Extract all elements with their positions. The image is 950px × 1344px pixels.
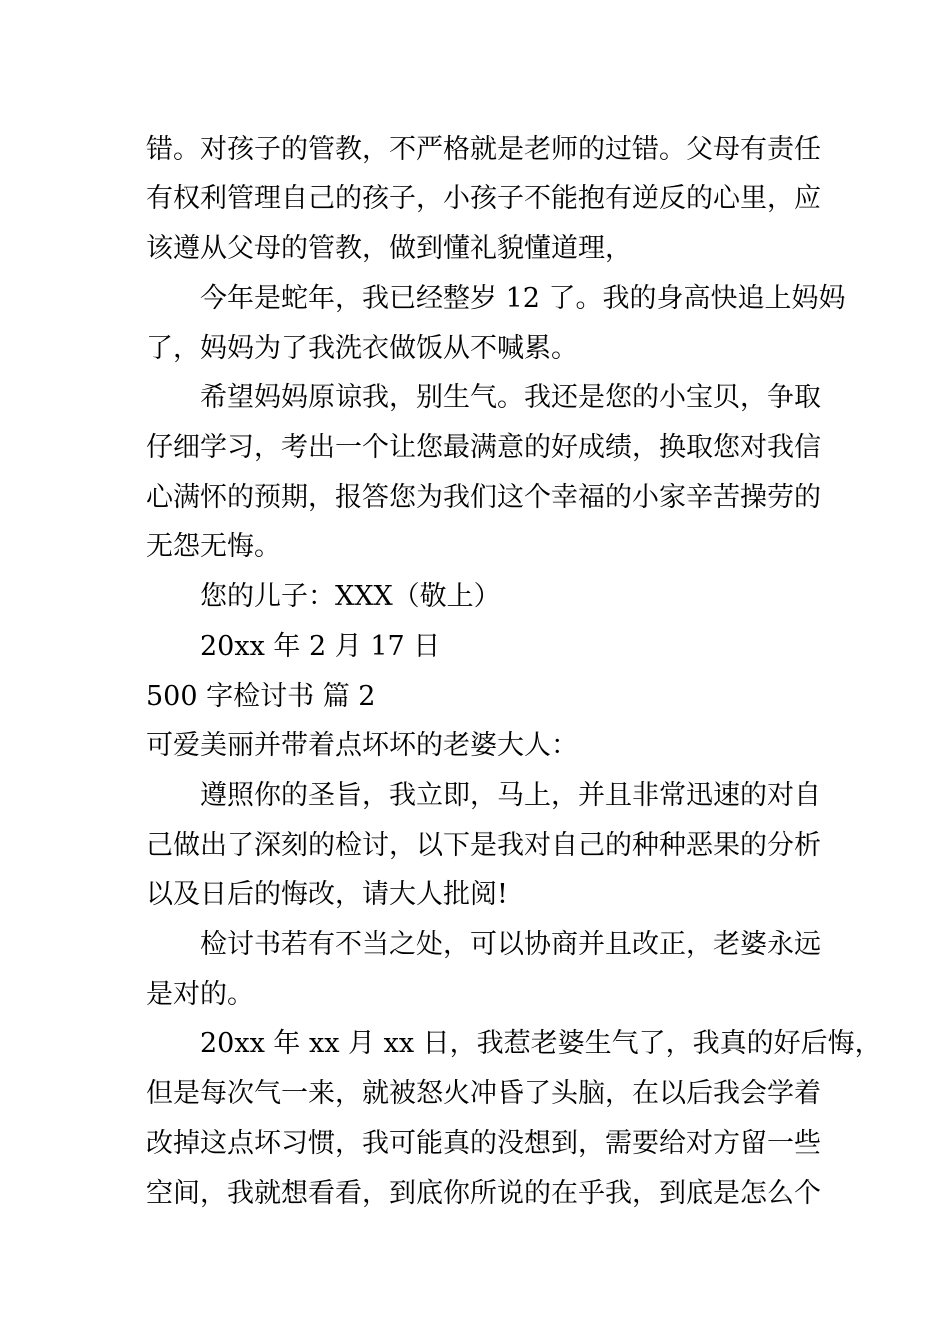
text-line: 检讨书若有不当之处，可以协商并且改正，老婆永远: [200, 929, 821, 960]
text-line: 以及日后的悔改，请大人批阅!: [146, 879, 508, 910]
text-line: 空间，我就想看看，到底你所说的在乎我，到底是怎么个: [146, 1178, 821, 1209]
text-line: 该遵从父母的管教，做到懂礼貌懂道理，: [146, 233, 632, 264]
text-line: 无怨无悔。: [146, 531, 281, 562]
text-line: 20xx 年 xx 月 xx 日，我惹老婆生气了，我真的好后悔，: [200, 1028, 882, 1059]
text-line: 有权利管理自己的孩子，小孩子不能抱有逆反的心里，应: [146, 183, 821, 214]
salutation-line: 可爱美丽并带着点坏坏的老婆大人：: [146, 730, 578, 761]
text-line: 仔细学习，考出一个让您最满意的好成绩，换取您对我信: [146, 432, 821, 463]
text-line: 是对的。: [146, 979, 254, 1010]
text-line: 错。对孩子的管教，不严格就是老师的过错。父母有责任: [146, 134, 821, 165]
date-line: 20xx 年 2 月 17 日: [200, 631, 441, 662]
text-line: 改掉这点坏习惯，我可能真的没想到，需要给对方留一些: [146, 1128, 821, 1159]
signature-line: 您的儿子：XXX（敬上）: [200, 581, 501, 612]
text-line: 但是每次气一来，就被怒火冲昏了头脑，在以后我会学着: [146, 1078, 821, 1109]
text-line: 希望妈妈原谅我，别生气。我还是您的小宝贝，争取: [200, 382, 821, 413]
text-line: 了，妈妈为了我洗衣做饭从不喊累。: [146, 333, 578, 364]
text-line: 今年是蛇年，我已经整岁 12 了。我的身高快追上妈妈: [200, 283, 846, 314]
text-line: 己做出了深刻的检讨，以下是我对自己的种种恶果的分析: [146, 830, 821, 861]
section-heading: 500 字检讨书 篇 2: [146, 681, 376, 712]
text-line: 遵照你的圣旨，我立即，马上，并且非常迅速的对自: [200, 780, 821, 811]
text-line: 心满怀的预期，报答您为我们这个幸福的小家辛苦操劳的: [146, 482, 821, 513]
